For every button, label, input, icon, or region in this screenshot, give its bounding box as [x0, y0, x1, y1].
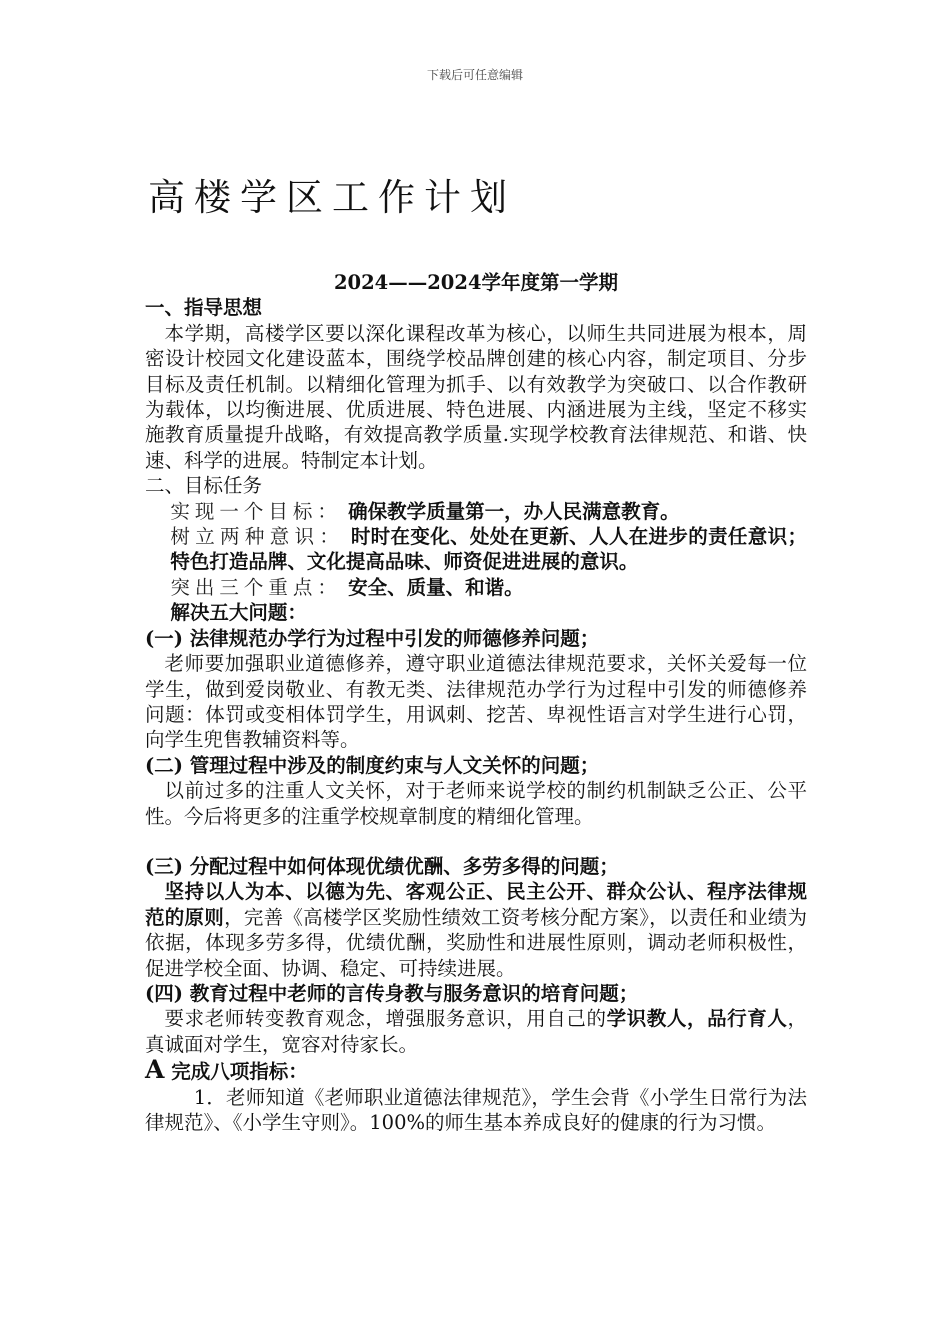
problem4-body-post: ，真诚面对学生，宽容对待家长。: [145, 1007, 807, 1056]
header-note: 下载后可任意编辑: [426, 68, 523, 82]
goal3-label: 突出三个重点：: [170, 575, 342, 599]
problem3-heading: (三) 分配过程中如何体现优绩优酬、多劳多得的问题；: [145, 854, 619, 878]
goal1-label: 实现一个目标：: [170, 499, 342, 523]
goal1-text: 确保教学质量第一，办人民满意教育。: [348, 499, 680, 523]
section1-body: 本学期，高楼学区要以深化课程改革为核心，以师生共同进展为根本，周密设计校园文化建设蓝本，围绕学校品牌创建的核心内容，制定项目、分步目标及责任机制。以精细化管理为抓手、以有效教学为突破口、以合作教研为载体，以均衡进展、优质进展、特色进展、内涵进展为主线，坚定不移实施教育质量提升战略，有效提高教学质量.实现学校教育法律规范、和谐、快速、科学的进展。特制定本计划。: [145, 321, 807, 472]
document-title: 高楼学区工作计划: [148, 176, 516, 219]
problem2-heading: (二) 管理过程中涉及的制度约束与人文关怀的问题；: [145, 753, 600, 777]
problem4-body: [145, 1006, 807, 1057]
section1-heading: 一、指导思想: [145, 296, 263, 320]
sectionA-item1: 1．老师知道《老师职业道德法律规范》，学生会背《小学生日常行为法律规范》、《小学生守则》。100%的师生基本养成良好的健康的行为习惯。: [145, 1085, 807, 1134]
problem3-body-bold: 坚持以人为本、以德为先、客观公正、民主公开、群众公认、程序法律规范的原则: [145, 880, 807, 929]
sectionA-letter: A: [145, 1055, 165, 1085]
section2-heading: 二、目标任务: [145, 474, 263, 498]
goal3-text: 安全、质量、和谐。: [348, 575, 524, 599]
goal2: [145, 524, 807, 575]
problem1-heading: (一) 法律规范办学行为过程中引发的师德修养问题；: [145, 626, 600, 650]
problem4-body-bold: 学识教人，品行育人: [606, 1007, 788, 1031]
problem4-body-pre: 要求老师转变教育观念，增强服务意识，用自己的: [164, 1007, 607, 1031]
sectionA-heading: [145, 1057, 807, 1084]
problem2-body: 以前过多的注重人文关怀，对于老师来说学校的制约机制缺乏公正、公平性。今后将更多的注重学校规章制度的精细化管理。: [145, 779, 807, 828]
goal3: [145, 575, 807, 600]
problem3-body-rest: ，完善《高楼学区奖励性绩效工资考核分配方案》，以责任和业绩为依据，体现多劳多得，优绩优酬，奖励性和进展性原则，调动老师积极性，促进学校全面、协调、稳定、可持续进展。: [145, 905, 807, 980]
spacer: [145, 829, 807, 854]
problem3-body: [145, 879, 807, 981]
goal2-label: 树立两种意识：: [170, 525, 345, 549]
problem4-heading: (四) 教育过程中老师的言传身教与服务意识的培育问题；: [145, 981, 639, 1005]
problems-heading: 解决五大问题：: [170, 601, 307, 625]
goal2-text: 时时在变化、处处在更新、人人在进步的责任意识；特色打造品牌、文化提高品味、师资促进进展的意识。: [170, 525, 807, 574]
sectionA-heading-text: 完成八项指标：: [171, 1060, 308, 1084]
problem1-body: 老师要加强职业道德修养，遵守职业道德法律规范要求，关怀关爱每一位学生，做到爱岗敬业、有教无类、法律规范办学行为过程中引发的师德修养问题：体罚或变相体罚学生，用讽刺、挖苦、卑视性语言对学生进行心罚，向学生兜售教辅资料等。: [145, 652, 807, 752]
document-subtitle: 2024——2024学年度第一学期: [333, 271, 619, 294]
document-body: [145, 270, 807, 1135]
goal1: [145, 499, 807, 524]
